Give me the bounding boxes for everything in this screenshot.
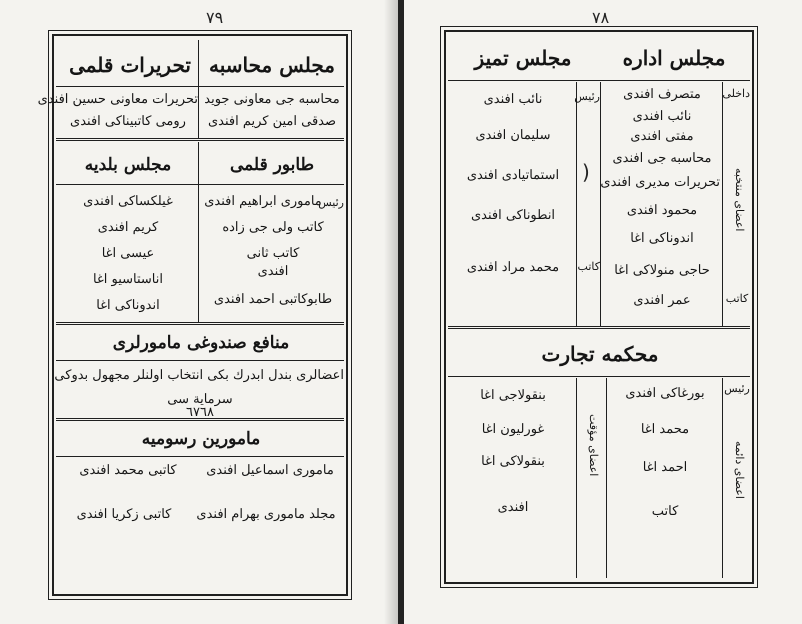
tabur-line-3: كاتب ثانى [246, 246, 300, 261]
idare-line-3: مفتى افندى [630, 129, 694, 144]
left-divider-1 [198, 40, 199, 138]
tamyiz-line-3: استماتيادى افندى [466, 168, 560, 183]
majlis-hisab-heading: مجلس محاسبه [209, 53, 335, 77]
idare-line-7: اندوناكى اغا [630, 231, 694, 246]
mahkama-left-2: غورليون اغا [481, 422, 545, 437]
tabur-side-label: رئيس [318, 196, 344, 209]
manafi-line-2: سرماية سى [167, 392, 233, 407]
baladiye-line-1: غيلكساكى افندى [83, 194, 173, 209]
tamyiz-line-5: محمد مراد افندى [466, 260, 560, 275]
tabur-line-4: افندى [257, 264, 289, 279]
majlis-hisab-line-2: صدقى امين كريم افندى [207, 114, 337, 129]
tamyiz-rais: رئيس [574, 90, 600, 103]
mahkama-right-2: محمد اغا [640, 422, 690, 437]
tamyiz-line-4: انطوناكى افندى [470, 208, 556, 223]
left-rule-2 [56, 138, 344, 141]
idare-line-5: تحريرات مديرى افندى [600, 175, 720, 190]
tamyiz-line-2: سليمان افندى [475, 128, 551, 143]
mahkama-right-vertical: اعضاى دائمه [733, 441, 746, 499]
idare-line-1: متصرف افندى [623, 87, 701, 102]
majlis-hisab-line-1: محاسبه جى معاونى جويد [204, 92, 340, 107]
right-divider-6 [576, 378, 577, 578]
right-page-number: ٧٨ [592, 8, 610, 27]
majlis-idare-vertical: اعضاى منتخبه [733, 168, 746, 232]
tabur-line-1: مامورى ابراهيم افندى [204, 194, 322, 209]
baladiye-line-5: اندوناكى اغا [96, 298, 160, 313]
manafi-amount: ٦٧٦٨ [186, 405, 214, 420]
manafi-heading: منافع صندوغى مامورلرى [112, 333, 290, 353]
left-page [0, 0, 398, 624]
idare-line-8: حاجى منولاكى اغا [614, 263, 710, 278]
mahkama-left-3: بنقولاكى اغا [481, 454, 545, 469]
right-divider-1 [600, 82, 601, 326]
mahkama-right-1: بورغاكى افندى [625, 386, 705, 401]
right-divider-2 [576, 82, 577, 326]
left-page-number: ٧٩ [206, 8, 224, 27]
left-rule-4 [56, 322, 344, 325]
tamyiz-line-1: نائب افندى [483, 92, 543, 107]
baladiye-line-2: كريم افندى [97, 220, 159, 235]
majlis-idare-heading: مجلس اداره [622, 46, 726, 70]
right-page [404, 0, 802, 624]
majlis-idare-side: داخلى [722, 87, 750, 100]
mahkama-mid-vertical: اعضاى مؤقت [587, 413, 600, 477]
manafi-line-1: اعضالرى بندل ابدرك بكى انتخاب اولنلر مجهول بدوكى [54, 368, 344, 383]
tamyiz-katib: كاتب [577, 260, 600, 273]
left-rule-7 [56, 456, 344, 457]
mahkama-heading: محكمه تجارت [541, 342, 659, 366]
idare-line-6: محمود افندى [626, 203, 698, 218]
tabur-heading: طابور قلمى [229, 155, 315, 175]
rusumiye-line-1b: كاتبى محمد افندى [79, 463, 177, 478]
rusumiye-heading: مامورين رسوميه [141, 429, 261, 449]
left-divider-2 [198, 142, 199, 322]
right-divider-5 [606, 378, 607, 578]
majlis-idare-katib: كاتب [725, 292, 749, 305]
mahkama-left-4: افندى [497, 500, 529, 515]
gutter-shadow-left [384, 0, 398, 624]
idare-line-2: نائب افندى [632, 109, 692, 124]
tahrirat-heading: تحريرات قلمى [69, 53, 191, 77]
tabur-line-2: كاتب ولى جى زاده [222, 220, 324, 235]
bracket-icon: ) [582, 160, 590, 184]
left-rule-5 [56, 360, 344, 361]
left-rule-3 [56, 184, 344, 185]
idare-line-9: عمر افندى [633, 293, 691, 308]
mahkama-rais: رئيس [724, 382, 750, 395]
baladiye-line-4: اناستاسيو اغا [92, 272, 163, 287]
right-rule-3 [448, 376, 750, 377]
left-rule-6 [56, 418, 344, 421]
baladiye-line-3: عيسى اغا [101, 246, 155, 261]
right-divider-4 [722, 378, 723, 578]
left-rule-1 [56, 86, 344, 87]
rusumiye-line-2a: مجلد مامورى بهرام افندى [196, 507, 336, 522]
mahkama-right-3: احمد اغا [642, 460, 688, 475]
tabur-line-5: طابوكاتبى احمد افندى [213, 292, 333, 307]
majlis-tamyiz-heading: مجلس تميز [474, 46, 572, 70]
right-divider-3 [722, 82, 723, 326]
right-rule-1 [448, 80, 750, 81]
rusumiye-line-1a: مامورى اسماعيل افندى [206, 463, 334, 478]
idare-line-4: محاسبه جى افندى [612, 151, 712, 166]
tahrirat-line-2: رومى كاتبيناكى افندى [70, 114, 186, 129]
mahkama-left-1: بنقولاجى اغا [480, 388, 546, 403]
right-rule-2 [448, 326, 750, 329]
rusumiye-line-2b: كاتبى زكريا افندى [76, 507, 172, 522]
mahkama-right-4: كاتب [651, 504, 679, 519]
tahrirat-line-1: تحريرات معاونى حسين افندى [37, 92, 198, 107]
majlis-baladiye-heading: مجلس بلديه [84, 155, 172, 175]
